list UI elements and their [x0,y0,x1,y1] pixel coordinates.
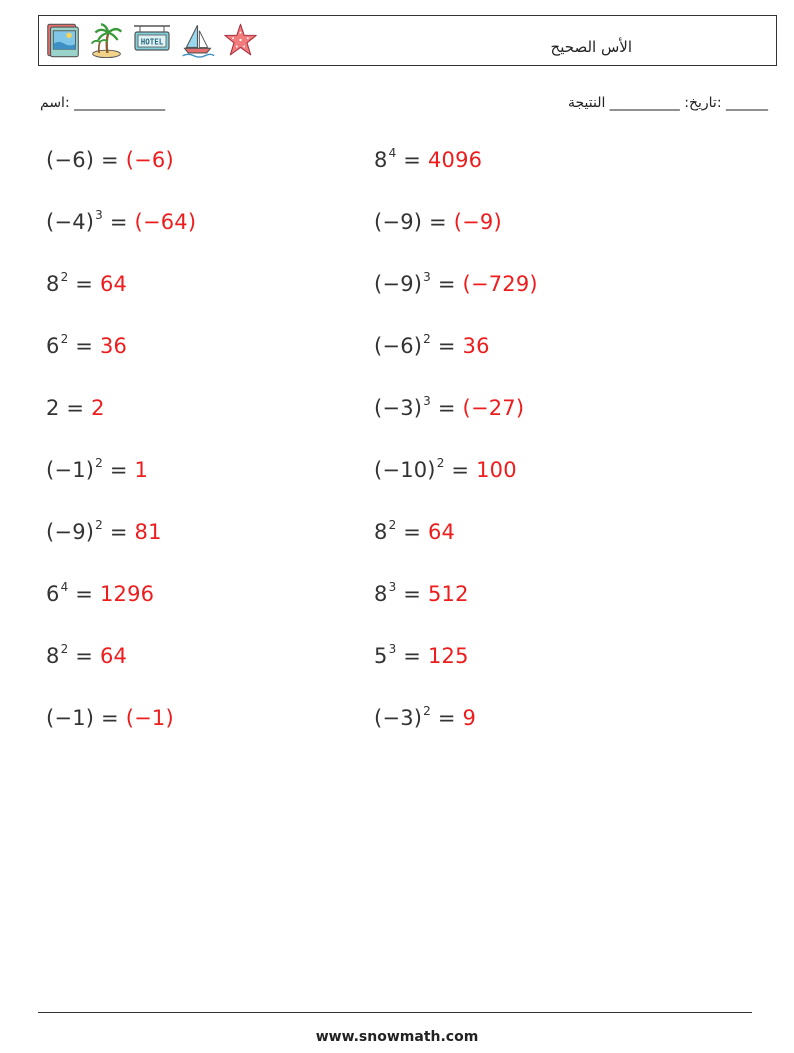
problem-exponent: 3 [388,580,397,594]
problem-answer: (−9) [453,210,502,234]
problem-question: 8 [46,644,60,668]
problem-exponent: 2 [436,456,445,470]
problem-exponent: 2 [423,332,431,346]
problem-item: $(-10)^2 = 100$ [374,456,517,482]
problem-exponent: 3 [423,394,431,408]
problem-answer: 64 [427,520,456,544]
problem-item [46,706,174,730]
problem-exponent: 3 [423,270,431,284]
problem-item: $6^4 = 1296$ [46,580,155,606]
problem-exponent: 2 [423,704,431,718]
problem-answer: 64 [99,272,128,296]
problem-answer: 4096 [427,148,483,172]
problem-answer: 100 [476,458,517,482]
problem-exponent: 4 [388,146,397,160]
problem-answer: 64 [99,644,128,668]
problem-item: $8^2 = 64$ [374,518,456,544]
problem-item: $(-4)^3 = (-64)$ [46,208,197,234]
problem-question: (−1) [46,458,95,482]
problem-answer: 36 [462,334,490,358]
problem-item: $8^3 = 512$ [374,580,469,606]
problem-item [46,396,105,420]
problem-item: $(-3)^3 = (-27)$ [374,394,525,420]
problem-exponent: 3 [388,642,397,656]
problem-item: $8^4 = 4096$ [374,146,483,172]
problem-question: 8 [374,582,388,606]
problem-item [46,148,174,172]
problem-question: (−6) [374,334,423,358]
problem-exponent: 2 [60,270,69,284]
problem-item: $8^2 = 64$ [46,270,128,296]
problem-question: 8 [374,520,388,544]
problem-exponent: 4 [60,580,69,594]
problem-exponent: 2 [60,642,69,656]
footer-url: www.snowmath.com [315,1029,479,1045]
footer-divider [38,1012,752,1013]
problem-question: 2 = [46,396,92,420]
problem-item: $(-1)^2 = 1$ [46,456,149,482]
problem-question: (−3) [374,706,423,730]
problem-question: (−9) [374,272,423,296]
problem-question: 8 [46,272,60,296]
problem-question: 6 [46,582,60,606]
problem-answer: 125 [427,644,469,668]
problem-item: $5^3 = 125$ [374,642,469,668]
svg-text:HOTEL: HOTEL [140,37,164,47]
problem-item: $(-9)^2 = 81$ [46,518,162,544]
problem-answer: (−729) [462,272,538,296]
problem-item: $(-6)^2 = 36$ [374,332,490,358]
problem-question: (−3) [374,396,423,420]
date-score-line: ______ :تاريخ: __________ النتيجة [567,95,768,111]
problem-answer: 36 [99,334,128,358]
problem-exponent: 2 [95,518,103,532]
problem-answer: 1 [134,458,149,482]
problem-answer: (−1) [125,706,174,730]
problem-exponent: 3 [95,208,103,222]
problem-answer: (−64) [134,210,197,234]
problem-item [374,210,502,234]
problem-answer: 9 [462,706,477,730]
problem-item: $(-9)^3 = (-729)$ [374,270,538,296]
problem-answer: (−27) [462,396,525,420]
problem-answer: (−6) [125,148,174,172]
problem-item: $(-3)^2 = 9$ [374,704,477,730]
problem-question: 6 [46,334,60,358]
problem-question: (−4) [46,210,95,234]
problem-question: 5 [374,644,388,668]
problem-item: $6^2 = 36$ [46,332,128,358]
problem-answer: 1296 [99,582,155,606]
problem-exponent: 2 [388,518,397,532]
problem-answer: 512 [427,582,469,606]
name-line: _____________ :اسم [40,95,166,111]
problem-answer: 2 [91,396,105,420]
problem-answer: 81 [134,520,162,544]
problem-question: (−9) [46,520,95,544]
problem-question: (−1) = [46,706,126,730]
problem-question: 8 [374,148,388,172]
problem-exponent: 2 [60,332,69,346]
problem-exponent: 2 [95,456,103,470]
problem-question: (−9) = [374,210,454,234]
problem-question: (−10) [374,458,436,482]
worksheet-title: الأس الصحيح [550,38,632,56]
problem-item: $8^2 = 64$ [46,642,128,668]
problem-question: (−6) = [46,148,126,172]
